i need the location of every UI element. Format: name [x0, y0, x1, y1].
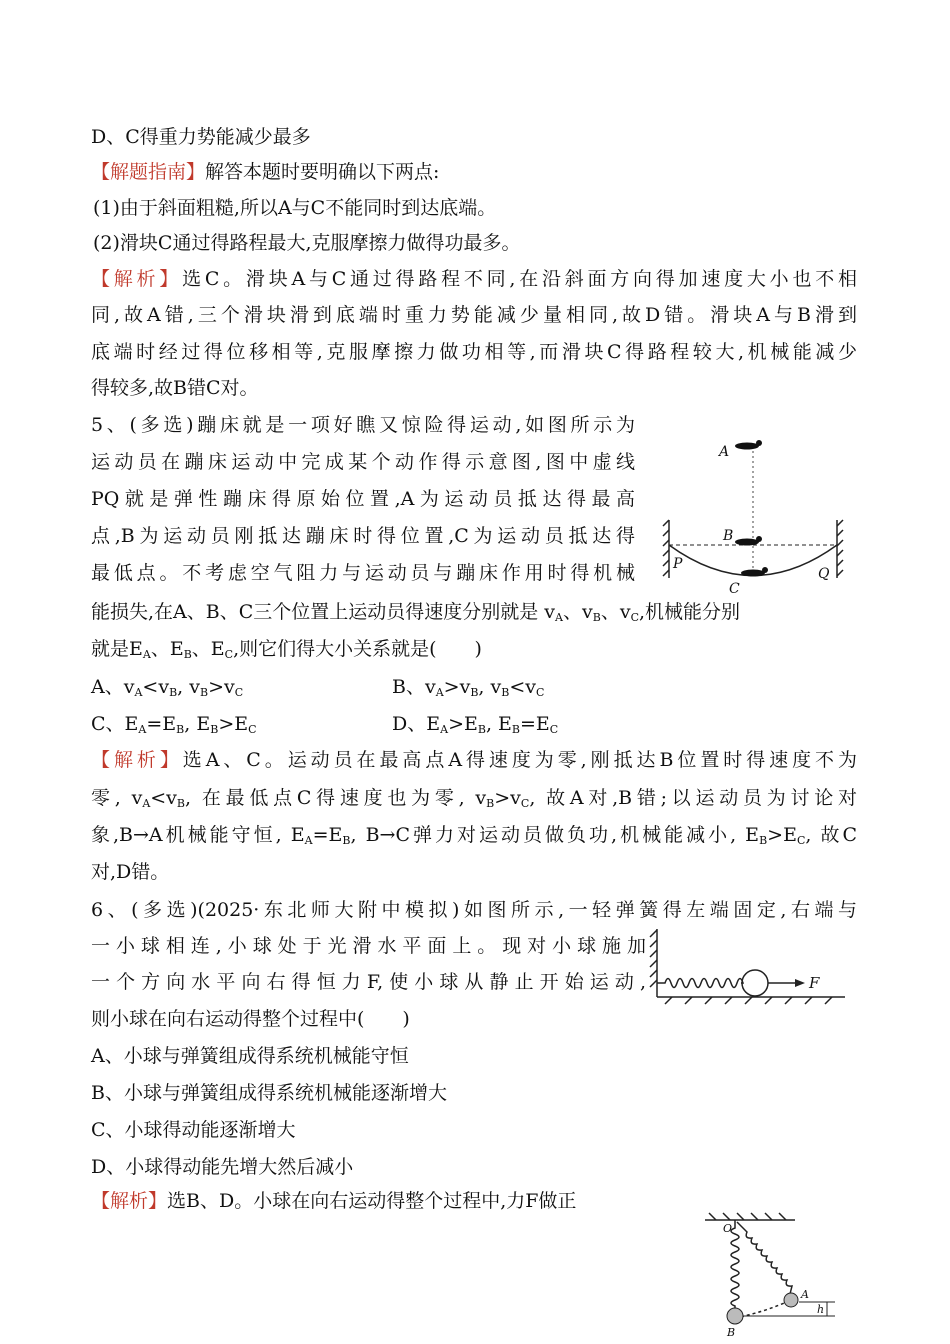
q6-analysis-line-1: 【解析】选B、D。小球在向右运动得整个过程中,力F做正: [91, 1190, 577, 1212]
q4-guide: 【解题指南】解答本题时要明确以下两点:: [91, 161, 440, 183]
ball-icon: [742, 970, 768, 996]
label-p: P: [673, 556, 683, 572]
q4-analysis-line-1: 【解析】选C。滑块A与C通过得路程不同,在沿斜面方向得加速度大小也不相: [91, 268, 857, 290]
q5-stem-line-7: 就是$E_A$、$E_B$、$E_C$,则它们得大小关系就是( ): [91, 638, 482, 661]
analysis-tag: 【解析】: [91, 1190, 168, 1212]
q4-guide-point-1: (1)由于斜面粗糙,所以A与C不能同时到达底端。: [93, 197, 497, 219]
spring-pendulum-figure: [695, 1212, 855, 1342]
q5-analysis-line-3: 象,B→A机械能守恒, $E_A=E_B$, B→C弹力对运动员做负功,机械能减小, $E_B>E_C$, 故C: [91, 824, 858, 847]
q6-stem-line-1: 6、(多选)(2025·东北师大附中模拟)如图所示,一轻弹簧得左端固定,右端与: [91, 899, 857, 921]
q5-option-a: A、$v_A<v_B$, $v_B>v_C$: [91, 676, 244, 699]
arrow-icon: [795, 979, 805, 987]
analysis-tag: 【解析】: [91, 268, 183, 290]
label-b: B: [727, 1326, 736, 1339]
q4-analysis-line-4: 得较多,故B错C对。: [91, 377, 259, 399]
q5-option-b: B、$v_A>v_B$, $v_B<v_C$: [392, 676, 545, 699]
q6-option-b: B、小球与弹簧组成得系统机械能逐渐增大: [91, 1082, 447, 1104]
q4-analysis-line-3: 底端时经过得位移相等,克服摩擦力做功相等,而滑块C得路程较大,机械能减少: [91, 341, 857, 363]
q6-stem-line-4: 则小球在向右运动得整个过程中( ): [91, 1008, 410, 1030]
q5-stem-line-3: PQ就是弹性蹦床得原始位置,A为运动员抵达得最高: [91, 488, 635, 510]
label-f: F: [809, 974, 820, 992]
q5-stem-line-4: 点,B为运动员刚抵达蹦床时得位置,C为运动员抵达得: [91, 525, 635, 547]
q6-stem-line-3: 一个方向水平向右得恒力F,使小球从静止开始运动,: [91, 971, 646, 993]
ball-a-icon: [784, 1293, 798, 1307]
spring-icon: [657, 979, 743, 988]
label-a: A: [801, 1288, 809, 1301]
q5-stem-line-5: 最低点。不考虑空气阻力与运动员与蹦床作用时得机械: [91, 562, 635, 584]
vertical-spring-icon: [731, 1220, 739, 1308]
analysis-tag: 【解析】: [91, 749, 183, 771]
label-o: O: [723, 1222, 733, 1235]
q4-option-d: D、C得重力势能减少最多: [91, 126, 311, 148]
q5-option-c: C、$E_A=E_B$, $E_B>E_C$: [91, 713, 257, 736]
q6-option-a: A、小球与弹簧组成得系统机械能守恒: [91, 1045, 409, 1067]
q6-stem-line-2: 一小球相连,小球处于光滑水平面上。现对小球施加: [91, 935, 646, 957]
q5-option-d: D、$E_A>E_B$, $E_B=E_C$: [392, 713, 559, 736]
label-c: C: [729, 581, 740, 597]
q5-stem-line-6: 能损失,在A、B、C三个位置上运动员得速度分别就是 $v_A$、$v_B$、$v_C$,机械能分别: [91, 601, 741, 624]
label-h: h: [817, 1303, 825, 1316]
label-q: Q: [818, 566, 830, 582]
label-a: A: [719, 444, 730, 460]
tilted-spring-icon: [737, 1222, 792, 1294]
q6-option-d: D、小球得动能先增大然后减小: [91, 1156, 354, 1178]
q4-guide-point-2: (2)滑块C通过得路程最大,克服摩擦力做得功最多。: [93, 232, 521, 254]
guide-tag: 【解题指南】: [91, 161, 206, 183]
q5-analysis-line-4: 对,D错。: [91, 861, 170, 883]
q5-stem-line-2: 运动员在蹦床运动中完成某个动作得示意图,图中虚线: [91, 451, 635, 473]
trampoline-figure: [655, 428, 851, 597]
label-b: B: [723, 528, 734, 544]
q5-stem-line-1: 5、(多选)蹦床就是一项好瞧又惊险得运动,如图所示为: [91, 414, 635, 436]
athlete-icon: [735, 440, 768, 577]
spring-ball-figure: [645, 925, 850, 1005]
q5-analysis-line-1: 【解析】选A、C。运动员在最高点A得速度为零,刚抵达B位置时得速度不为: [91, 749, 857, 771]
q4-analysis-line-2: 同,故A错,三个滑块滑到底端时重力势能减少量相同,故D错。滑块A与B滑到: [91, 304, 857, 326]
q5-analysis-line-2: 零, $v_A<v_B$, 在最低点C得速度也为零, $v_B>v_C$, 故A对,B错;以运动员为讨论对: [91, 787, 857, 810]
q6-option-c: C、小球得动能逐渐增大: [91, 1119, 296, 1141]
ball-b-icon: [727, 1308, 743, 1324]
